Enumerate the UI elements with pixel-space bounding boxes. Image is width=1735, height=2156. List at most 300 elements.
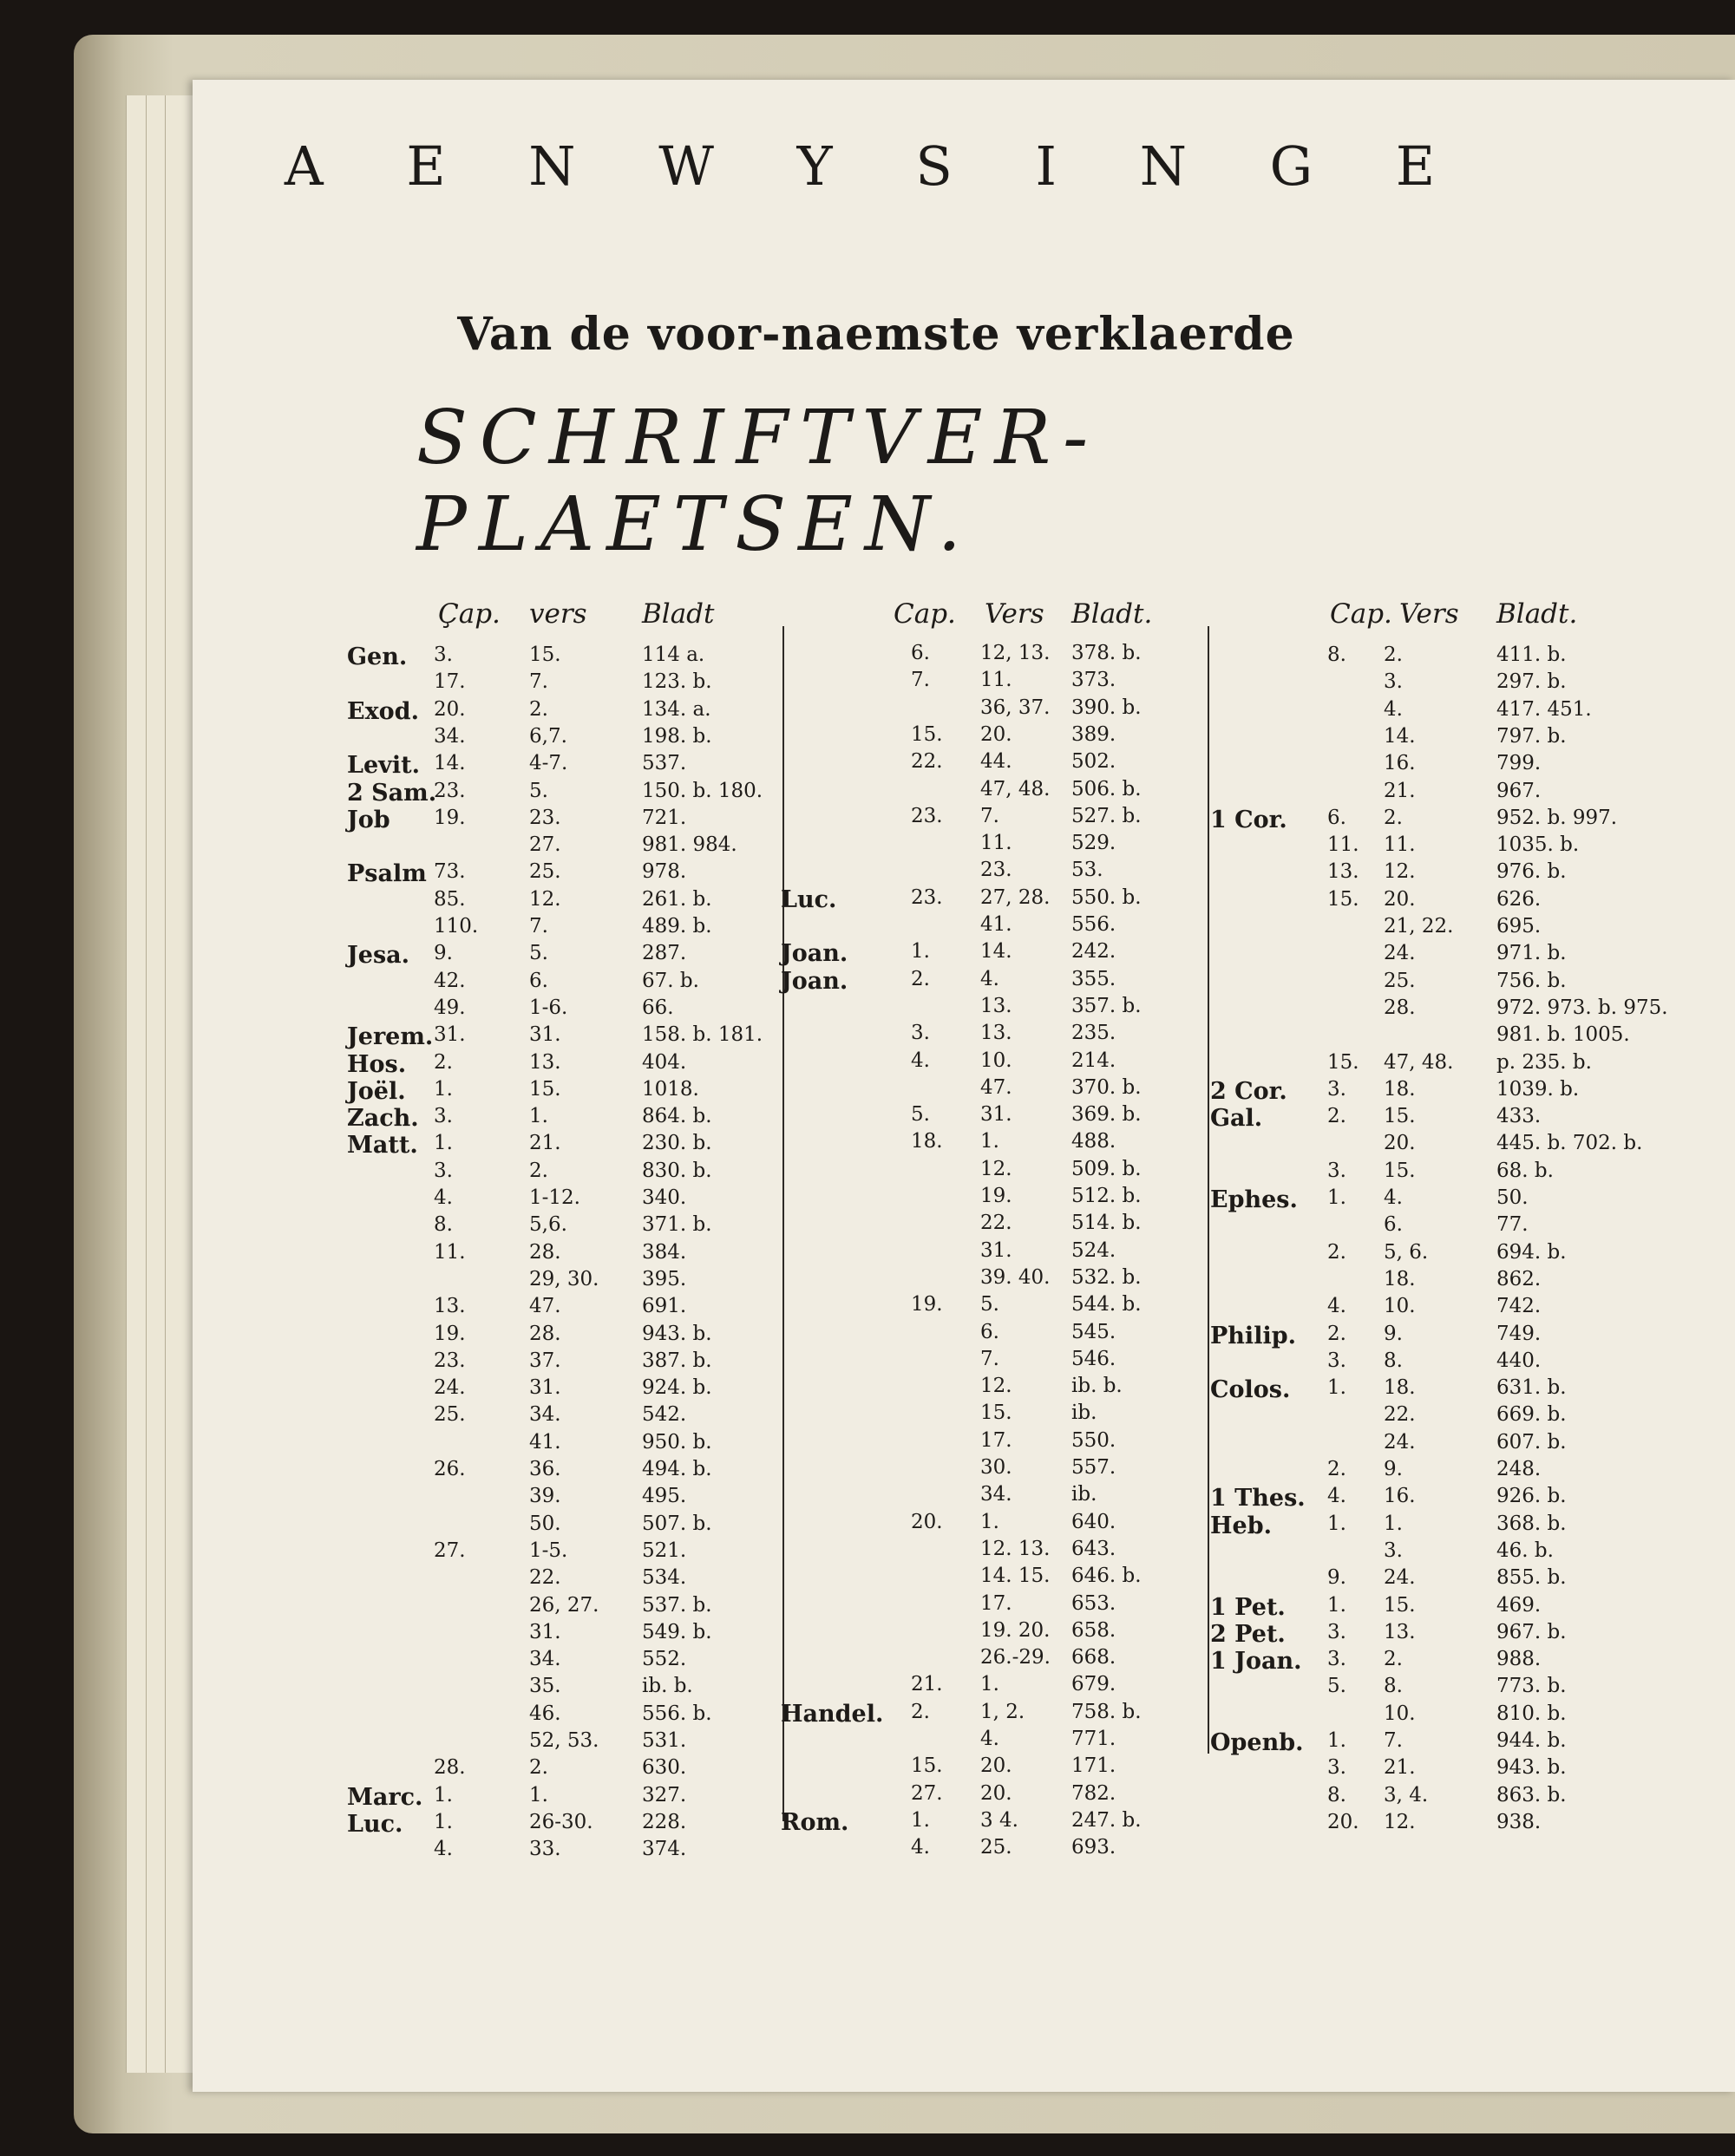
- index-row: [1210, 1295, 1731, 1323]
- index-row: [347, 970, 781, 997]
- index-verse: 36.: [529, 1458, 561, 1480]
- index-row: [347, 1566, 781, 1594]
- index-row: [1210, 807, 1731, 834]
- index-book: Heb.: [1210, 1512, 1272, 1539]
- index-row: [1210, 915, 1731, 943]
- index-verse: 1.: [1384, 1512, 1403, 1535]
- index-page-ref: 679.: [1071, 1673, 1116, 1696]
- index-page-ref: 248.: [1496, 1458, 1542, 1480]
- index-verse: 24.: [1384, 1566, 1416, 1590]
- index-page-ref: 50.: [1496, 1186, 1529, 1209]
- index-row: [1210, 1784, 1731, 1812]
- index-book: 2 Cor.: [1210, 1077, 1287, 1105]
- index-verse: 19. 20.: [980, 1618, 1051, 1642]
- index-row: [781, 1130, 1206, 1158]
- index-chapter: 49.: [434, 996, 466, 1019]
- index-verse: 1-5.: [529, 1539, 568, 1562]
- index-verse: 2.: [1384, 1648, 1403, 1671]
- index-page-ref: 556. b.: [642, 1702, 712, 1725]
- index-page-ref: 417. 451.: [1496, 697, 1592, 721]
- index-verse: 4.: [980, 967, 999, 990]
- index-page-ref: 390. b.: [1071, 696, 1142, 719]
- index-verse: 23.: [529, 806, 561, 829]
- index-page-ref: 550. b.: [1071, 885, 1142, 909]
- index-chapter: 2.: [911, 1700, 930, 1723]
- index-row: [347, 1729, 781, 1757]
- index-verse: 11.: [980, 832, 1012, 855]
- index-verse: 16.: [1384, 752, 1416, 775]
- index-page-ref: 943. b.: [1496, 1756, 1567, 1780]
- index-row: [781, 1429, 1206, 1457]
- index-row: [347, 1512, 781, 1540]
- index-row: [347, 1838, 781, 1865]
- index-row: [347, 780, 781, 807]
- index-page-ref: 668.: [1071, 1646, 1116, 1669]
- index-page-ref: 938.: [1496, 1810, 1542, 1833]
- index-verse: 4.: [980, 1728, 999, 1750]
- index-page-ref: 976. b.: [1496, 860, 1567, 884]
- index-row: [347, 1376, 781, 1404]
- index-verse: 31.: [529, 1023, 561, 1047]
- index-book: Levit.: [347, 752, 420, 780]
- index-verse: 36, 37.: [980, 696, 1051, 719]
- index-row: [781, 832, 1206, 859]
- index-page-ref: 506. b.: [1071, 777, 1142, 800]
- index-page-ref: 114 a.: [642, 644, 705, 666]
- index-row: [1210, 1756, 1731, 1784]
- index-verse: 47, 48.: [1384, 1050, 1454, 1074]
- index-row: [781, 696, 1206, 724]
- index-row: [781, 1565, 1206, 1592]
- index-chapter: 110.: [434, 915, 479, 938]
- index-chapter: 5.: [1327, 1675, 1346, 1698]
- index-page-ref: 694. b.: [1496, 1240, 1567, 1264]
- column-header: Vers: [1399, 598, 1459, 630]
- index-row: [347, 1784, 781, 1812]
- index-book: Hos.: [347, 1050, 407, 1078]
- index-chapter: 6.: [1327, 806, 1346, 829]
- index-verse: 21.: [1384, 1756, 1416, 1780]
- index-page-ref: 640.: [1071, 1510, 1116, 1533]
- index-book: Gal.: [1210, 1105, 1263, 1133]
- index-page-ref: 387. b.: [642, 1349, 712, 1372]
- index-page-ref: 1018.: [642, 1077, 699, 1101]
- index-row: [1210, 1539, 1731, 1567]
- index-row: [781, 913, 1206, 941]
- index-book: Zach.: [347, 1105, 419, 1133]
- index-row: [1210, 1485, 1731, 1512]
- index-page-ref: 952. b. 997.: [1496, 806, 1618, 829]
- index-chapter: 73.: [434, 860, 466, 884]
- index-verse: 26, 27.: [529, 1593, 599, 1617]
- index-row: [781, 1646, 1206, 1674]
- index-verse: 1-12.: [529, 1186, 580, 1209]
- index-row: [781, 1728, 1206, 1755]
- index-chapter: 4.: [1327, 1295, 1346, 1318]
- index-chapter: 1.: [1327, 1376, 1346, 1400]
- index-row: [347, 1241, 781, 1269]
- index-row: [1210, 1594, 1731, 1622]
- index-verse: 31.: [980, 1238, 1012, 1262]
- index-row: [347, 1811, 781, 1839]
- index-page-ref: 494. b.: [642, 1458, 712, 1480]
- index-chapter: 18.: [911, 1130, 943, 1153]
- index-chapter: 17.: [434, 670, 466, 694]
- index-row: [347, 644, 781, 671]
- index-page-ref: 799.: [1496, 752, 1542, 775]
- index-chapter: 19.: [434, 1322, 466, 1345]
- index-row: [1210, 1648, 1731, 1676]
- index-row: [1210, 725, 1731, 753]
- index-verse: 50.: [529, 1512, 561, 1535]
- index-row: [1210, 1621, 1731, 1649]
- index-verse: 5.: [529, 779, 548, 802]
- index-page-ref: 862.: [1496, 1267, 1542, 1290]
- index-chapter: 3.: [434, 1159, 453, 1182]
- index-verse: 21, 22.: [1384, 915, 1454, 938]
- index-verse: 8.: [1384, 1675, 1403, 1698]
- index-row: [781, 1809, 1206, 1837]
- index-verse: 18.: [1384, 1376, 1416, 1400]
- index-verse: 33.: [529, 1838, 561, 1861]
- index-page-ref: 643.: [1071, 1537, 1116, 1560]
- index-chapter: 1.: [434, 1077, 453, 1101]
- index-verse: 1.: [529, 1105, 548, 1128]
- index-page-ref: 544. b.: [1071, 1293, 1142, 1316]
- index-verse: 30.: [980, 1456, 1012, 1479]
- index-page-ref: 855. b.: [1496, 1566, 1567, 1590]
- index-page-ref: 371. b.: [642, 1213, 712, 1237]
- index-chapter: 23.: [434, 1349, 466, 1372]
- index-chapter: 19.: [911, 1293, 943, 1316]
- column-header: Bladt.: [1496, 598, 1578, 630]
- index-verse: 25.: [529, 860, 561, 884]
- index-row: [347, 1268, 781, 1296]
- index-page-ref: 378. b.: [1071, 642, 1142, 664]
- index-row: [1210, 1458, 1731, 1486]
- index-page-ref: 495.: [642, 1485, 687, 1508]
- index-page-ref: 134. a.: [642, 697, 711, 721]
- index-verse: 20.: [980, 1754, 1012, 1778]
- index-verse: 47, 48.: [980, 777, 1051, 800]
- index-page-ref: 797. b.: [1496, 724, 1567, 748]
- index-page-ref: 550.: [1071, 1428, 1116, 1452]
- index-book: 1 Joan.: [1210, 1648, 1302, 1676]
- index-row: [347, 752, 781, 780]
- index-chapter: 2.: [1327, 1240, 1346, 1264]
- index-chapter: 1.: [434, 1810, 453, 1833]
- index-verse: 5,6.: [529, 1213, 567, 1237]
- index-page-ref: 742.: [1496, 1295, 1542, 1318]
- index-page-ref: 658.: [1071, 1618, 1116, 1642]
- page-title: A E N W Y S I N G E: [284, 134, 1469, 198]
- index-page-ref: 77.: [1496, 1213, 1529, 1237]
- index-page-ref: 756. b.: [1496, 969, 1567, 992]
- index-chapter: 3.: [434, 644, 453, 666]
- index-page-ref: 521.: [642, 1539, 687, 1562]
- index-page-ref: ib.: [1071, 1401, 1097, 1425]
- index-verse: 24.: [1384, 942, 1416, 965]
- index-chapter: 8.: [1327, 1783, 1346, 1806]
- index-chapter: 13.: [1327, 860, 1359, 884]
- index-book: Jesa.: [347, 942, 410, 970]
- index-chapter: 2.: [1327, 1105, 1346, 1128]
- index-verse: 7.: [980, 804, 999, 827]
- index-verse: 47.: [980, 1075, 1012, 1099]
- index-page-ref: 411. b.: [1496, 644, 1567, 666]
- index-verse: 15.: [1384, 1593, 1416, 1617]
- index-book: Rom.: [781, 1808, 849, 1836]
- index-row: [347, 1485, 781, 1512]
- index-page-ref: 967. b.: [1496, 1620, 1567, 1643]
- index-verse: 12.: [980, 1157, 1012, 1180]
- index-page-ref: 287.: [642, 942, 687, 965]
- index-chapter: 31.: [434, 1023, 466, 1047]
- index-page-ref: 693.: [1071, 1836, 1116, 1859]
- index-verse: 12.: [1384, 860, 1416, 884]
- index-chapter: 6.: [911, 642, 930, 664]
- index-chapter: 1.: [1327, 1593, 1346, 1617]
- index-row: [347, 725, 781, 753]
- index-verse: 15.: [529, 644, 561, 666]
- index-verse: 11.: [1384, 833, 1416, 857]
- index-page-ref: 531.: [642, 1729, 687, 1752]
- index-chapter: 1.: [911, 940, 930, 964]
- index-page-ref: 389.: [1071, 722, 1116, 746]
- index-row: [1210, 1078, 1731, 1106]
- index-row: [1210, 1023, 1731, 1051]
- index-page-ref: 1035. b.: [1496, 833, 1580, 857]
- column-header: vers: [529, 598, 587, 630]
- index-page-ref: 512. b.: [1071, 1185, 1142, 1207]
- index-verse: 2.: [529, 1756, 548, 1780]
- index-verse: 10.: [980, 1049, 1012, 1072]
- index-verse: 4.: [1384, 1186, 1403, 1209]
- index-row: [1210, 833, 1731, 861]
- index-row: [347, 1186, 781, 1214]
- index-page-ref: 529.: [1071, 832, 1116, 855]
- index-page-ref: 171.: [1071, 1754, 1116, 1778]
- index-row: [781, 1401, 1206, 1429]
- index-row: [347, 1702, 781, 1730]
- index-page-ref: 653.: [1071, 1591, 1116, 1615]
- index-chapter: 1.: [434, 1783, 453, 1806]
- index-row: [347, 1023, 781, 1051]
- index-verse: 20.: [980, 722, 1012, 746]
- index-page-ref: 944. b.: [1496, 1729, 1567, 1752]
- index-page-ref: 631. b.: [1496, 1376, 1567, 1400]
- index-chapter: 11.: [1327, 833, 1359, 857]
- index-row: [781, 1321, 1206, 1349]
- index-row: [1210, 698, 1731, 726]
- index-verse: 41.: [980, 913, 1012, 936]
- index-verse: 29, 30.: [529, 1267, 599, 1290]
- index-row: [347, 1431, 781, 1459]
- index-page-ref: 384.: [642, 1240, 687, 1264]
- index-row: [1210, 1349, 1731, 1377]
- index-row: [781, 1022, 1206, 1049]
- index-row: [781, 995, 1206, 1022]
- index-row: [781, 723, 1206, 751]
- index-book: 2 Sam.: [347, 779, 437, 807]
- index-chapter: 26.: [434, 1458, 466, 1480]
- index-verse: 7.: [980, 1347, 999, 1370]
- index-row: [1210, 1160, 1731, 1187]
- index-verse: 23.: [980, 859, 1012, 882]
- index-verse: 13.: [529, 1050, 561, 1074]
- index-verse: 35.: [529, 1675, 561, 1698]
- index-row: [347, 1675, 781, 1702]
- index-row: [347, 1756, 781, 1784]
- index-row: [347, 888, 781, 916]
- index-row: [781, 1511, 1206, 1539]
- index-chapter: 14.: [434, 752, 466, 775]
- index-verse: 9.: [1384, 1458, 1403, 1480]
- index-page-ref: 198. b.: [642, 724, 712, 748]
- index-verse: 12.: [1384, 1810, 1416, 1833]
- index-chapter: 28.: [434, 1756, 466, 1780]
- index-page-ref: 524.: [1071, 1238, 1116, 1262]
- column-header: Bladt: [642, 598, 715, 630]
- index-row: [1210, 1268, 1731, 1296]
- index-page-ref: 228.: [642, 1810, 687, 1833]
- index-verse: 31.: [980, 1103, 1012, 1127]
- index-page-ref: 488.: [1071, 1130, 1116, 1153]
- index-page-ref: 230. b.: [642, 1132, 712, 1155]
- index-row: [1210, 1213, 1731, 1241]
- index-page-ref: 972. 973. b. 975.: [1496, 996, 1668, 1019]
- index-row: [781, 940, 1206, 968]
- index-page-ref: 370. b.: [1071, 1075, 1142, 1099]
- index-book: Colos.: [1210, 1376, 1291, 1404]
- index-book: Luc.: [347, 1810, 403, 1838]
- index-page-ref: 830. b.: [642, 1159, 712, 1182]
- index-row: [781, 968, 1206, 996]
- index-row: [1210, 1051, 1731, 1079]
- index-row: [1210, 1729, 1731, 1757]
- index-verse: 6,7.: [529, 724, 567, 748]
- index-row: [347, 1323, 781, 1350]
- index-row: [781, 859, 1206, 886]
- index-verse: 2.: [529, 1159, 548, 1182]
- index-verse: 1.: [980, 1673, 999, 1696]
- index-row: [1210, 1105, 1731, 1133]
- index-verse: 2.: [1384, 806, 1403, 829]
- index-chapter: 3.: [1327, 1648, 1346, 1671]
- index-verse: 15.: [529, 1077, 561, 1101]
- index-row: [1210, 970, 1731, 997]
- index-verse: 6.: [1384, 1213, 1403, 1237]
- index-book: Joël.: [347, 1077, 406, 1105]
- index-row: [347, 860, 781, 888]
- index-page-ref: 404.: [642, 1050, 687, 1074]
- index-page-ref: 297. b.: [1496, 670, 1567, 694]
- index-verse: 26.-29.: [980, 1646, 1051, 1669]
- page-subtitle: Van de voor-naemste verklaerde: [457, 308, 1295, 361]
- index-book: Luc.: [781, 885, 837, 913]
- index-row: [1210, 1811, 1731, 1839]
- index-page-ref: 214.: [1071, 1049, 1116, 1072]
- index-row: [347, 1621, 781, 1649]
- index-book: 1 Thes.: [1210, 1485, 1306, 1512]
- index-verse: 21.: [1384, 779, 1416, 802]
- index-verse: 5.: [980, 1293, 999, 1316]
- index-chapter: 9.: [1327, 1566, 1346, 1590]
- index-chapter: 1.: [1327, 1512, 1346, 1535]
- index-verse: 11.: [980, 669, 1012, 692]
- index-page-ref: 691.: [642, 1295, 687, 1318]
- index-chapter: 5.: [911, 1103, 930, 1127]
- index-row: [347, 1648, 781, 1676]
- index-chapter: 3.: [911, 1022, 930, 1045]
- index-chapter: 15.: [1327, 887, 1359, 911]
- index-page-ref: 68. b.: [1496, 1159, 1554, 1182]
- index-row: [347, 1539, 781, 1567]
- index-page-ref: 373.: [1071, 669, 1116, 692]
- index-verse: 2.: [1384, 644, 1403, 666]
- index-page-ref: 557.: [1071, 1456, 1116, 1479]
- index-verse: 3.: [1384, 670, 1403, 694]
- index-verse: 12.: [980, 1375, 1012, 1398]
- index-chapter: 1.: [434, 1132, 453, 1155]
- index-verse: 3.: [1384, 1539, 1403, 1562]
- index-row: [347, 915, 781, 943]
- index-page-ref: 357. b.: [1071, 994, 1142, 1017]
- index-chapter: 85.: [434, 887, 466, 911]
- index-row: [781, 1375, 1206, 1402]
- index-verse: 39.: [529, 1485, 561, 1508]
- index-page-ref: 924. b.: [642, 1376, 712, 1400]
- index-row: [781, 1185, 1206, 1212]
- index-verse: 17.: [980, 1428, 1012, 1452]
- index-book: Matt.: [347, 1132, 418, 1160]
- column-header: Cap.: [1330, 598, 1392, 630]
- index-verse: 47.: [529, 1295, 561, 1318]
- index-page-ref: 489. b.: [642, 915, 712, 938]
- index-page-ref: 514. b.: [1071, 1212, 1142, 1235]
- index-page-ref: ib. b.: [642, 1675, 693, 1698]
- index-row: [1210, 1431, 1731, 1459]
- index-chapter: 3.: [1327, 1756, 1346, 1780]
- index-chapter: 19.: [434, 806, 466, 829]
- index-page-ref: 695.: [1496, 915, 1542, 938]
- index-chapter: 4.: [434, 1186, 453, 1209]
- index-row: [781, 886, 1206, 914]
- index-verse: 25.: [980, 1836, 1012, 1859]
- index-row: [1210, 1512, 1731, 1540]
- index-page-ref: 440.: [1496, 1349, 1542, 1372]
- index-page-ref: 67. b.: [642, 969, 699, 992]
- index-page-ref: 158. b. 181.: [642, 1023, 763, 1047]
- index-chapter: 2.: [911, 967, 930, 990]
- index-verse: 7.: [529, 670, 548, 694]
- index-row: [781, 805, 1206, 833]
- index-page-ref: 771.: [1071, 1728, 1116, 1750]
- index-verse: 34.: [529, 1403, 561, 1427]
- index-row: [781, 669, 1206, 696]
- index-verse: 5, 6.: [1384, 1240, 1429, 1264]
- index-chapter: 3.: [1327, 1159, 1346, 1182]
- column-header: Cap.: [894, 598, 956, 630]
- index-verse: 20.: [1384, 1132, 1416, 1155]
- index-row: [1210, 1241, 1731, 1269]
- index-row: [1210, 860, 1731, 888]
- index-page-ref: 355.: [1071, 967, 1116, 990]
- index-row: [1210, 1132, 1731, 1160]
- index-verse: 1-6.: [529, 996, 568, 1019]
- index-verse: 22.: [1384, 1403, 1416, 1427]
- index-verse: 34.: [980, 1483, 1012, 1506]
